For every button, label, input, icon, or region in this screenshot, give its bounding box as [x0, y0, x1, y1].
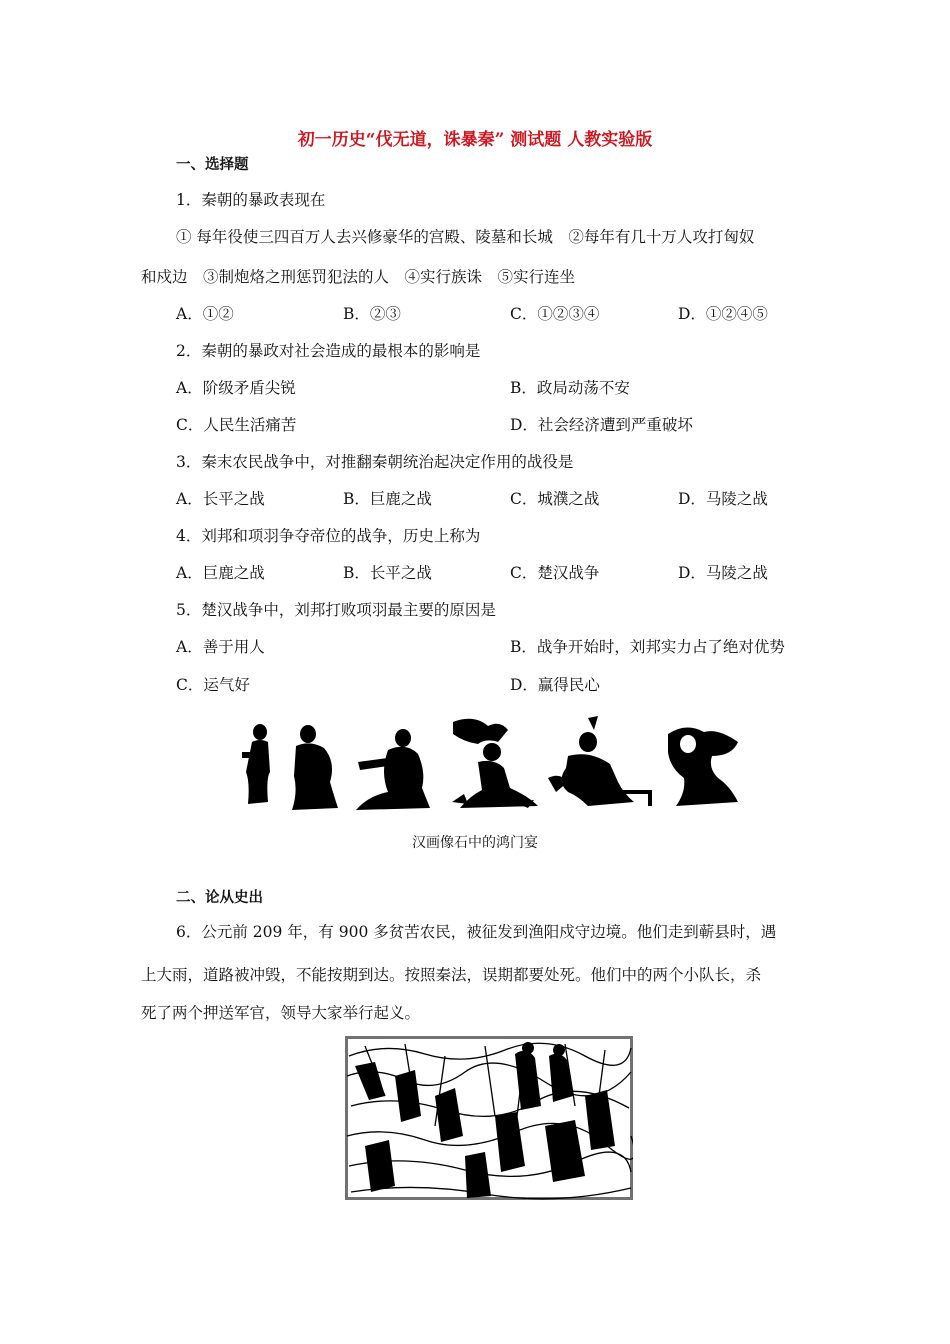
question-1-text-continued: 和戍边 ③制炮烙之刑惩罚犯法的人 ④实行族诛 ⑤实行连坐 — [141, 268, 576, 286]
question-5-option-d: D．赢得民心 — [510, 676, 600, 694]
question-1-option-a: A．①② — [176, 305, 234, 323]
question-1-option-c: C．①②③④ — [510, 305, 600, 323]
question-2-stem: 2．秦朝的暴政对社会造成的最根本的影响是 — [176, 342, 481, 360]
question-1-stem: 1．秦朝的暴政表现在 — [176, 191, 326, 209]
question-1-option-b: B．②③ — [343, 305, 401, 323]
question-3-option-b: B．巨鹿之战 — [343, 490, 432, 508]
question-3-option-c: C．城濮之战 — [510, 490, 600, 508]
document-title: 初一历史“伐无道，诛暴秦” 测试题 人教实验版 — [297, 130, 653, 150]
question-5-stem: 5．楚汉战争中，刘邦打败项羽最主要的原因是 — [176, 601, 496, 619]
question-2-option-b: B．政局动荡不安 — [510, 379, 630, 397]
question-2-option-d: D．社会经济遭到严重破坏 — [510, 416, 693, 434]
question-6-text: 6．公元前 209 年，有 900 多贫苦农民，被征发到渔阳戍守边境。他们走到蕲县时，遇 — [176, 923, 777, 941]
figure-caption: 汉画像石中的鸿门宴 — [412, 835, 538, 851]
question-5-option-b: B．战争开始时，刘邦实力占了绝对优势 — [510, 638, 785, 656]
question-4-option-c: C．楚汉战争 — [510, 564, 600, 582]
hongmen-banquet-relief-image — [238, 712, 746, 816]
question-6-text-continued-1: 上大雨，道路被冲毁，不能按期到达。按照秦法，误期都要处死。他们中的两个小队长，杀 — [141, 966, 762, 984]
question-1-text: ① 每年役使三四百万人去兴修豪华的宫殿、陵墓和长城 ②每年有几十万人攻打匈奴 — [176, 228, 755, 246]
question-2-option-a: A．阶级矛盾尖锐 — [176, 379, 296, 397]
question-3-option-d: D．马陵之战 — [678, 490, 768, 508]
question-4-option-d: D．马陵之战 — [678, 564, 768, 582]
uprising-illustration-image — [345, 1036, 633, 1200]
section-heading-history: 二、论从史出 — [176, 890, 263, 906]
section-heading-choice: 一、选择题 — [176, 157, 249, 173]
question-2-option-c: C．人民生活痛苦 — [176, 416, 297, 434]
question-4-stem: 4．刘邦和项羽争夺帝位的战争，历史上称为 — [176, 527, 481, 545]
question-5-option-a: A．善于用人 — [176, 638, 265, 656]
question-6-text-continued-2: 死了两个押送军官，领导大家举行起义。 — [141, 1004, 421, 1022]
question-4-option-a: A．巨鹿之战 — [176, 564, 265, 582]
question-1-option-d: D．①②④⑤ — [678, 305, 768, 323]
question-3-stem: 3．秦末农民战争中，对推翻秦朝统治起决定作用的战役是 — [176, 453, 574, 471]
question-3-option-a: A．长平之战 — [176, 490, 265, 508]
question-4-option-b: B．长平之战 — [343, 564, 432, 582]
question-5-option-c: C．运气好 — [176, 676, 250, 694]
